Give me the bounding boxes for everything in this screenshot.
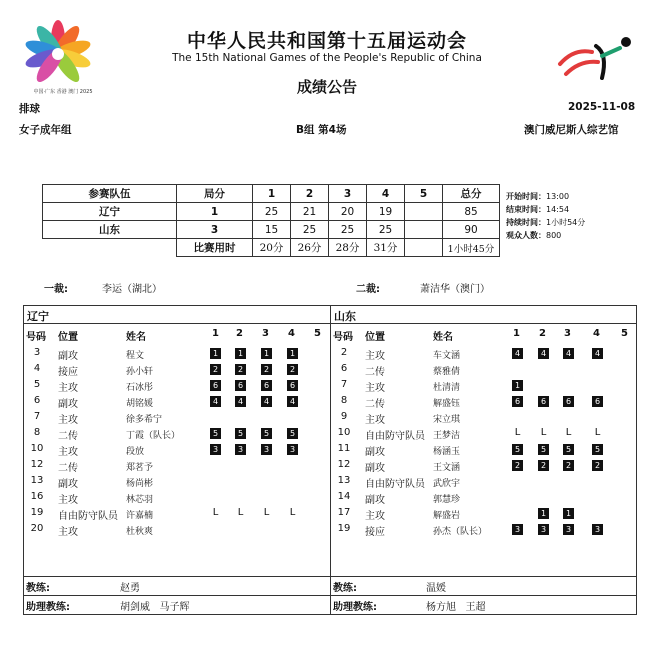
- player-number: 2: [340, 347, 348, 358]
- player-row: [331, 522, 637, 538]
- set-header: 5: [405, 185, 443, 203]
- set-duration: 26分: [291, 239, 329, 257]
- col-set-header: 5: [314, 328, 321, 339]
- col-name-header: 姓名: [126, 332, 146, 343]
- starting-position-marker: 2: [287, 364, 298, 375]
- coach-label: 教练:: [333, 583, 357, 594]
- logo-caption: 中国·广东 香港 澳门 2025: [33, 89, 93, 95]
- player-position: 自由防守队员: [58, 511, 118, 522]
- total-duration: 1小时45分: [443, 239, 500, 257]
- player-position: 二传: [58, 431, 78, 442]
- starting-position-marker: 4: [261, 396, 272, 407]
- roster-team-b: [331, 306, 637, 576]
- set-score: 15: [253, 221, 291, 239]
- player-number: 13: [30, 475, 44, 486]
- player-position: 自由防守队员: [365, 431, 425, 442]
- player-row: [331, 362, 637, 378]
- assistant-coach-label: 助理教练:: [333, 602, 377, 613]
- total-score: 85: [443, 203, 500, 221]
- starting-position-marker: 5: [235, 428, 246, 439]
- set-score: 20: [329, 203, 367, 221]
- match-date: 2025-11-08: [568, 101, 636, 113]
- starting-position-marker: 5: [210, 428, 221, 439]
- player-name: 杨涵玉: [433, 447, 461, 457]
- player-number: 5: [33, 379, 41, 390]
- starting-position-marker: 6: [261, 380, 272, 391]
- set-score: 19: [367, 203, 405, 221]
- set-duration: 31分: [367, 239, 405, 257]
- col-pos-header: 位置: [365, 332, 385, 343]
- duration-row: [43, 239, 500, 257]
- player-row: [331, 458, 637, 474]
- starting-position-marker: 2: [538, 460, 549, 471]
- player-row: [331, 394, 637, 410]
- starting-position-marker: 1: [261, 348, 272, 359]
- col-set-header: 1: [212, 328, 219, 339]
- starting-position-marker: 5: [261, 428, 272, 439]
- col-set-header: 4: [593, 328, 600, 339]
- libero-marker: L: [237, 507, 244, 518]
- player-name: 孙小轩: [126, 367, 154, 377]
- player-position: 主攻: [58, 527, 78, 538]
- coach-name: 赵勇: [120, 583, 140, 594]
- player-name: 胡铭媛: [126, 399, 154, 409]
- player-number: 7: [340, 379, 348, 390]
- set-score: 25: [291, 221, 329, 239]
- player-position: 自由防守队员: [365, 479, 425, 490]
- player-row: [24, 442, 330, 458]
- end-time: 14:54: [546, 205, 570, 214]
- player-name: 解盛钰: [433, 399, 461, 409]
- player-number: 9: [340, 411, 348, 422]
- libero-marker: L: [540, 427, 547, 438]
- set-header: 3: [329, 185, 367, 203]
- match-stats: [506, 190, 585, 242]
- total-score: 90: [443, 221, 500, 239]
- libero-marker: L: [514, 427, 521, 438]
- group-match-label: B组 第4场: [296, 124, 347, 136]
- player-name: 徐多希宁: [126, 415, 163, 425]
- col-num-header: 号码: [26, 332, 46, 343]
- set-score: 25: [367, 221, 405, 239]
- starting-position-marker: 2: [261, 364, 272, 375]
- starting-position-marker: 3: [538, 524, 549, 535]
- player-position: 主攻: [58, 383, 78, 394]
- starting-position-marker: 1: [512, 380, 523, 391]
- starting-position-marker: 6: [287, 380, 298, 391]
- col-num-header: 号码: [333, 332, 353, 343]
- first-referee-label: 一裁:: [44, 284, 68, 295]
- second-referee: 萧洁华（澳门）: [420, 284, 490, 295]
- player-name: 许嘉楠: [126, 511, 154, 521]
- set-duration: 28分: [329, 239, 367, 257]
- player-position: 副攻: [365, 447, 385, 458]
- player-name: 王文涵: [433, 463, 461, 473]
- player-position: 副攻: [365, 495, 385, 506]
- col-set-header: 5: [621, 328, 628, 339]
- player-number: 19: [30, 507, 44, 518]
- player-name: 孙杰（队长）: [433, 527, 488, 537]
- player-row: [331, 410, 637, 426]
- starting-position-marker: 2: [512, 460, 523, 471]
- starting-position-marker: 4: [538, 348, 549, 359]
- player-row: [24, 378, 330, 394]
- results-notice-title: 成绩公告: [296, 78, 357, 96]
- starting-position-marker: 3: [512, 524, 523, 535]
- set-duration: [405, 239, 443, 257]
- score-table: [42, 184, 500, 257]
- starting-position-marker: 3: [210, 444, 221, 455]
- player-position: 接应: [58, 367, 78, 378]
- player-row: [24, 458, 330, 474]
- player-name: 林芯羽: [126, 495, 154, 505]
- col-name-header: 姓名: [433, 332, 453, 343]
- starting-position-marker: 1: [538, 508, 549, 519]
- starting-position-marker: 4: [235, 396, 246, 407]
- starting-position-marker: 1: [210, 348, 221, 359]
- player-position: 主攻: [365, 351, 385, 362]
- player-name: 武欣宇: [433, 479, 461, 489]
- end-time-label: 结束时间：: [506, 205, 546, 214]
- set-header: 1: [253, 185, 291, 203]
- starting-position-marker: 4: [287, 396, 298, 407]
- player-number: 4: [33, 363, 41, 374]
- starting-position-marker: 1: [287, 348, 298, 359]
- starting-position-marker: 4: [512, 348, 523, 359]
- col-set-header: 3: [564, 328, 571, 339]
- starting-position-marker: 5: [592, 444, 603, 455]
- starting-position-marker: 5: [538, 444, 549, 455]
- player-number: 13: [337, 475, 351, 486]
- player-name: 郭慧珍: [433, 495, 461, 505]
- assistant-coach-label: 助理教练:: [26, 602, 70, 613]
- player-number: 8: [340, 395, 348, 406]
- start-time: 13:00: [546, 192, 570, 201]
- category-label: 女子成年组: [19, 124, 72, 136]
- starting-position-marker: 6: [235, 380, 246, 391]
- player-position: 接应: [365, 527, 385, 538]
- set-score: [405, 221, 443, 239]
- score-row: [43, 203, 500, 221]
- player-number: 11: [337, 443, 351, 454]
- starting-position-marker: 6: [538, 396, 549, 407]
- player-number: 14: [337, 491, 351, 502]
- spectators-label: 观众人数：: [506, 231, 546, 240]
- player-number: 10: [337, 427, 351, 438]
- col-set-header: 2: [236, 328, 243, 339]
- roster-team-a: [24, 306, 330, 576]
- roster-team-name: 辽宁: [27, 310, 49, 323]
- player-name: 郑茗予: [126, 463, 154, 473]
- player-number: 8: [33, 427, 41, 438]
- set-header: 4: [367, 185, 405, 203]
- player-name: 杜清清: [433, 383, 461, 393]
- duration-label: 持续时间：: [506, 218, 546, 227]
- player-name: 石冰彤: [126, 383, 154, 393]
- player-row: [24, 362, 330, 378]
- second-referee-label: 二裁:: [356, 284, 380, 295]
- starting-position-marker: 6: [512, 396, 523, 407]
- starting-position-marker: 1: [235, 348, 246, 359]
- player-row: [24, 394, 330, 410]
- player-number: 7: [33, 411, 41, 422]
- player-row: [24, 490, 330, 506]
- col-set-header: 2: [539, 328, 546, 339]
- player-number: 19: [337, 523, 351, 534]
- player-row: [331, 378, 637, 394]
- player-position: 二传: [365, 399, 385, 410]
- player-number: 12: [30, 459, 44, 470]
- duration: 1小时54分: [546, 218, 586, 227]
- starting-position-marker: 3: [592, 524, 603, 535]
- starting-position-marker: 2: [210, 364, 221, 375]
- player-number: 16: [30, 491, 44, 502]
- col-set-header: 4: [288, 328, 295, 339]
- player-position: 二传: [58, 463, 78, 474]
- sport-label: 排球: [19, 103, 40, 115]
- sets-won: 1: [177, 203, 253, 221]
- player-row: [24, 426, 330, 442]
- roster-team-name: 山东: [334, 310, 356, 323]
- player-position: 主攻: [58, 447, 78, 458]
- set-score: 25: [253, 203, 291, 221]
- player-row: [24, 474, 330, 490]
- player-row: [331, 442, 637, 458]
- col-pos-header: 位置: [58, 332, 78, 343]
- player-name: 段放: [126, 447, 145, 457]
- player-name: 王梦洁: [433, 431, 461, 441]
- set-duration: 20分: [253, 239, 291, 257]
- player-position: 主攻: [365, 383, 385, 394]
- starting-position-marker: 3: [287, 444, 298, 455]
- starting-position-marker: 4: [563, 348, 574, 359]
- player-row: [331, 490, 637, 506]
- libero-marker: L: [289, 507, 296, 518]
- sets-won: 3: [177, 221, 253, 239]
- player-row: [331, 506, 637, 522]
- set-score: 25: [329, 221, 367, 239]
- player-number: 20: [30, 523, 44, 534]
- player-position: 主攻: [365, 415, 385, 426]
- starting-position-marker: 3: [261, 444, 272, 455]
- assistant-coaches: 杨方旭 王超: [426, 602, 486, 613]
- team-name: 辽宁: [43, 203, 177, 221]
- player-position: 副攻: [58, 399, 78, 410]
- set-score: 21: [291, 203, 329, 221]
- col-set-header: 1: [513, 328, 520, 339]
- player-position: 副攻: [58, 351, 78, 362]
- player-position: 主攻: [365, 511, 385, 522]
- player-row: [24, 506, 330, 522]
- starting-position-marker: 4: [210, 396, 221, 407]
- player-position: 二传: [365, 367, 385, 378]
- player-number: 12: [337, 459, 351, 470]
- starting-position-marker: 5: [512, 444, 523, 455]
- libero-marker: L: [212, 507, 219, 518]
- player-name: 丁霞（队长）: [126, 431, 181, 441]
- player-number: 17: [337, 507, 351, 518]
- match-time-label: 比赛用时: [177, 239, 253, 257]
- player-row: [331, 474, 637, 490]
- player-name: 宋立琪: [433, 415, 461, 425]
- start-time-label: 开始时间：: [506, 192, 546, 201]
- player-name: 杨尚彬: [126, 479, 154, 489]
- starting-position-marker: 2: [235, 364, 246, 375]
- player-position: 主攻: [58, 495, 78, 506]
- player-number: 3: [33, 347, 41, 358]
- total-column-header: 总分: [443, 185, 500, 203]
- starting-position-marker: 3: [235, 444, 246, 455]
- starting-position-marker: 2: [563, 460, 574, 471]
- coach-label: 教练:: [26, 583, 50, 594]
- player-position: 副攻: [365, 463, 385, 474]
- score-row: [43, 221, 500, 239]
- player-row: [331, 426, 637, 442]
- player-row: [24, 346, 330, 362]
- starting-position-marker: 5: [563, 444, 574, 455]
- venue-label: 澳门威尼斯人综艺馆: [524, 124, 619, 136]
- team-rosters: [23, 305, 637, 615]
- set-header: 2: [291, 185, 329, 203]
- player-position: 副攻: [58, 479, 78, 490]
- first-referee: 李运（湖北）: [102, 284, 162, 295]
- coach-name: 温媛: [426, 583, 446, 594]
- libero-marker: L: [594, 427, 601, 438]
- player-name: 蔡雅倩: [433, 367, 461, 377]
- team-name: 山东: [43, 221, 177, 239]
- assistant-coaches: 胡剑威 马子辉: [120, 602, 190, 613]
- player-number: 6: [340, 363, 348, 374]
- games-title-cn: 中华人民共和国第十五届运动会: [186, 30, 467, 52]
- player-number: 10: [30, 443, 44, 454]
- starting-position-marker: 6: [563, 396, 574, 407]
- player-row: [24, 522, 330, 538]
- starting-position-marker: 1: [563, 508, 574, 519]
- player-name: 杜秋爽: [126, 527, 154, 537]
- sets-column-header: 局分: [177, 185, 253, 203]
- starting-position-marker: 5: [287, 428, 298, 439]
- score-table-header: [43, 185, 500, 203]
- col-set-header: 3: [262, 328, 269, 339]
- player-position: 主攻: [58, 415, 78, 426]
- player-name: 解盛岩: [433, 511, 461, 521]
- games-title-en: The 15th National Games of the People's Republic of China: [172, 52, 482, 64]
- player-name: 程文: [126, 351, 145, 361]
- player-row: [24, 410, 330, 426]
- player-number: 6: [33, 395, 41, 406]
- libero-marker: L: [263, 507, 270, 518]
- player-row: [331, 346, 637, 362]
- starting-position-marker: 2: [592, 460, 603, 471]
- player-name: 车文涵: [433, 351, 461, 361]
- starting-position-marker: 6: [210, 380, 221, 391]
- team-column-header: 参赛队伍: [43, 185, 177, 203]
- starting-position-marker: 4: [592, 348, 603, 359]
- starting-position-marker: 3: [563, 524, 574, 535]
- spectators: 800: [546, 231, 562, 240]
- libero-marker: L: [565, 427, 572, 438]
- starting-position-marker: 6: [592, 396, 603, 407]
- set-score: [405, 203, 443, 221]
